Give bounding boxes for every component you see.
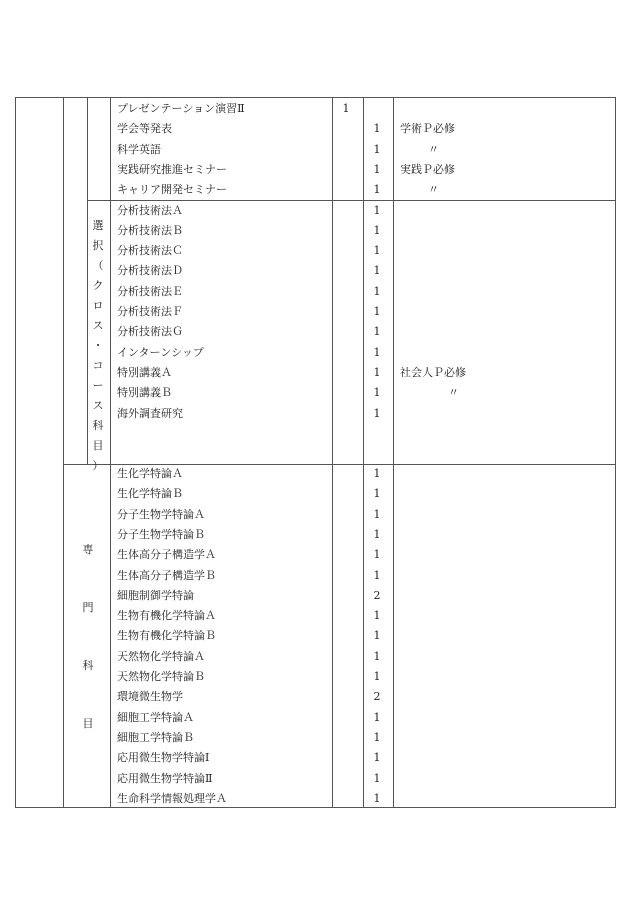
elective-credits: 1	[373, 406, 381, 420]
column-rule	[110, 98, 111, 807]
elective-credits: 1	[373, 264, 381, 278]
label-glyph: 門	[82, 601, 94, 614]
subject-name: 分析技術法Ｇ	[117, 325, 183, 339]
column-rule	[393, 98, 394, 807]
label-glyph: 専	[82, 543, 94, 556]
label-glyph: ロ	[92, 299, 104, 312]
elective-credits: 1	[373, 487, 381, 501]
elective-credits: 1	[373, 305, 381, 318]
elective-credits: 1	[373, 710, 381, 724]
required-credits: 1	[342, 102, 350, 115]
subject-name: 特別講義Ａ	[117, 365, 172, 379]
column-rule	[332, 98, 333, 807]
subject-name: 生化学特論Ａ	[117, 467, 183, 480]
elective-credits: 1	[373, 649, 381, 663]
subject-name: 生物有機化学特論Ｂ	[117, 629, 216, 643]
subject-name: 天然物化学特論Ａ	[117, 649, 205, 663]
label-glyph: ー	[92, 379, 104, 392]
label-glyph: ）	[92, 459, 104, 472]
note: 学術Ｐ必修	[400, 122, 455, 136]
label-glyph: ス	[92, 399, 104, 412]
elective-credits: 1	[373, 527, 381, 541]
subject-name: 環境微生物学	[117, 690, 183, 704]
subject-name: 海外調査研究	[117, 406, 183, 420]
elective-credits: 1	[373, 670, 381, 683]
subject-name: 細胞制御学特論	[117, 588, 194, 602]
subject-name: 科学英語	[117, 142, 161, 156]
elective-credits: 2	[373, 588, 381, 602]
label-glyph: ・	[92, 339, 104, 352]
elective-credits: 1	[373, 183, 381, 197]
elective-credits: 1	[373, 244, 381, 258]
subject-name: 分析技術法Ｆ	[117, 305, 183, 318]
cross-course-label	[90, 216, 106, 476]
subject-name: 分析技術法Ａ	[117, 203, 183, 217]
label-glyph: コ	[92, 359, 104, 372]
note: 社会人Ｐ必修	[400, 365, 466, 379]
elective-credits: 1	[373, 345, 381, 359]
subject-name: 生化学特論Ｂ	[117, 487, 183, 501]
elective-credits: 1	[373, 142, 381, 156]
row-rule	[63, 464, 615, 465]
elective-credits: 2	[373, 690, 381, 704]
subject-name: 実践研究推進セミナー	[117, 162, 227, 176]
row-rule	[87, 200, 615, 201]
label-glyph: 科	[92, 419, 104, 432]
subject-name: 天然物化学特論Ｂ	[117, 670, 205, 683]
note: 〃	[448, 386, 459, 400]
subject-name: 応用微生物学特論Ⅱ	[117, 771, 213, 785]
subject-name: 生命科学情報処理学Ａ	[117, 791, 227, 805]
subject-name: 生体高分子構造学Ａ	[117, 548, 216, 562]
subject-name: 学会等発表	[117, 122, 172, 136]
subject-name: 分子生物学特論Ｂ	[117, 527, 205, 541]
subject-name: インターンシップ	[117, 345, 204, 359]
label-glyph: 選	[92, 219, 104, 232]
elective-credits: 1	[373, 629, 381, 643]
subject-name: 分析技術法Ｃ	[117, 244, 183, 258]
subject-name: 応用微生物学特論Ⅰ	[117, 751, 210, 765]
note: 〃	[428, 183, 439, 197]
note: 〃	[428, 142, 439, 156]
subject-name: 分析技術法Ｂ	[117, 223, 183, 237]
label-glyph: ス	[92, 319, 104, 332]
label-glyph: 目	[92, 439, 104, 452]
subject-name: 分析技術法Ｅ	[117, 284, 183, 298]
subject-name: 分析技術法Ｄ	[117, 264, 183, 278]
elective-credits: 1	[373, 548, 381, 562]
elective-credits: 1	[373, 730, 381, 744]
subject-name: 特別講義Ｂ	[117, 386, 172, 400]
subject-name: 生物有機化学特論Ａ	[117, 609, 216, 623]
elective-credits: 1	[373, 284, 381, 298]
elective-credits: 1	[373, 325, 381, 339]
elective-credits: 1	[373, 568, 381, 582]
subject-name: プレゼンテーション演習Ⅱ	[117, 102, 245, 115]
elective-credits: 1	[373, 162, 381, 176]
specialized-subjects-label	[76, 521, 100, 753]
elective-credits: 1	[373, 203, 381, 217]
elective-credits: 1	[373, 467, 381, 480]
label-glyph: （	[92, 259, 104, 272]
column-rule	[363, 98, 364, 807]
label-glyph: 目	[82, 717, 94, 730]
subject-name: 細胞工学特論Ｂ	[117, 730, 194, 744]
elective-credits: 1	[373, 122, 381, 136]
elective-credits: 1	[373, 365, 381, 379]
elective-credits: 1	[373, 791, 381, 805]
elective-credits: 1	[373, 751, 381, 765]
elective-credits: 1	[373, 223, 381, 237]
curriculum-table	[15, 97, 616, 808]
subject-name: 細胞工学特論Ａ	[117, 710, 194, 724]
subject-name: 分子生物学特論Ａ	[117, 507, 205, 521]
label-glyph: 科	[82, 659, 94, 672]
subject-name: 生体高分子構造学Ｂ	[117, 568, 216, 582]
elective-credits: 1	[373, 771, 381, 785]
elective-credits: 1	[373, 507, 381, 521]
subject-name: キャリア開発セミナー	[117, 183, 227, 197]
elective-credits: 1	[373, 386, 381, 400]
note: 実践Ｐ必修	[400, 162, 455, 176]
elective-credits: 1	[373, 609, 381, 623]
column-rule	[63, 98, 64, 807]
label-glyph: 択	[92, 239, 104, 252]
label-glyph: ク	[92, 279, 104, 292]
column-rule	[87, 98, 88, 464]
